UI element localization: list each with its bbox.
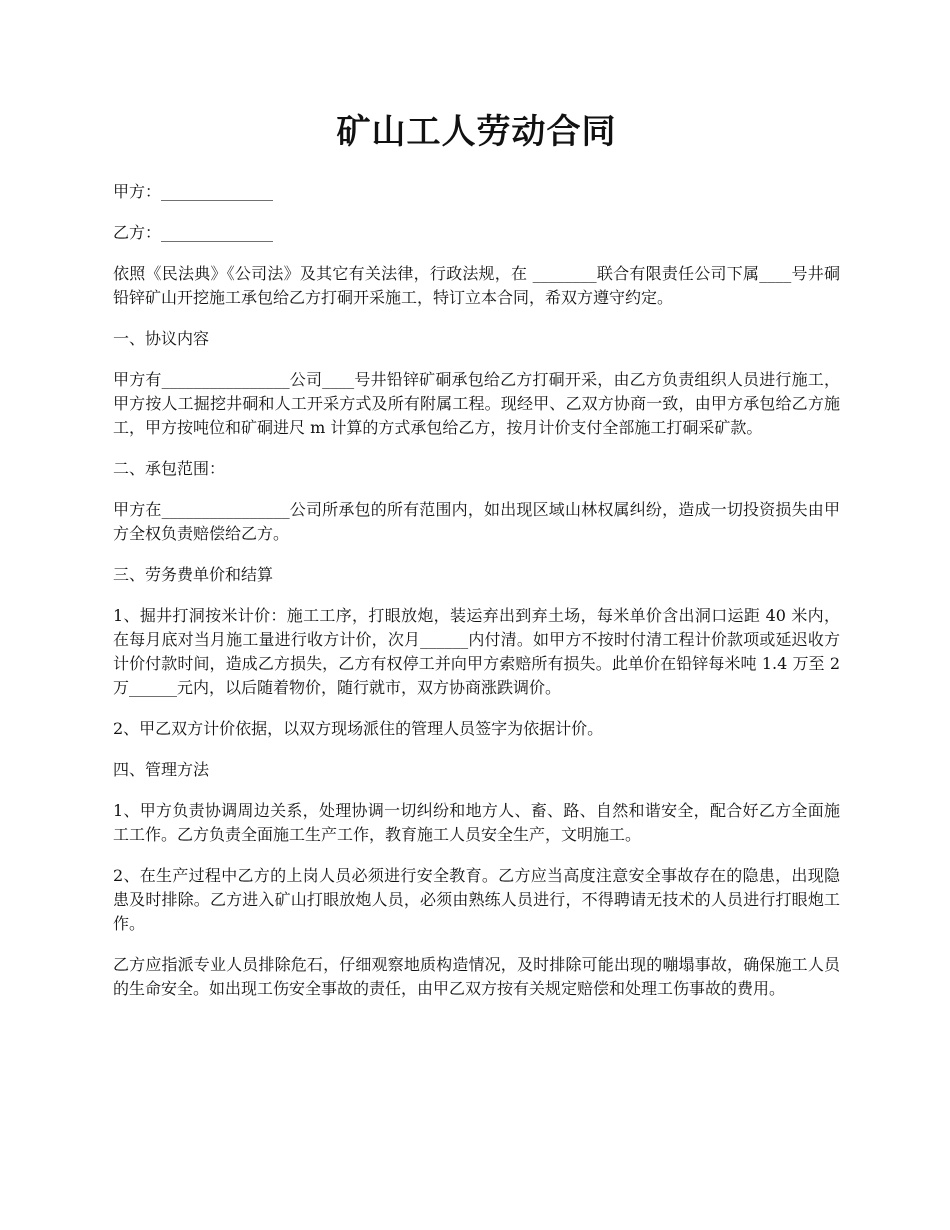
management-paragraph-1: 1、甲方负责协调周边关系，处理协调一切纠纷和地方人、畜、路、自然和谐安全，配合好乙方全面施工工作。乙方负责全面施工生产工作，教育施工人员安全生产，文明施工。 (113, 801, 840, 845)
pricing-paragraph-2: 2、甲乙双方计价依据，以双方现场派住的管理人员签字为依据计价。 (113, 719, 604, 739)
preamble-paragraph: 依照《民法典》《公司法》及其它有关法律，行政法规，在 ________联合有限责任公司下属____号井硐铅锌矿山开挖施工承包给乙方打硐开采施工，特订立本合同，希双方遵守约定。 (113, 264, 840, 308)
section-heading-agreement: 一、协议内容 (113, 329, 210, 349)
document-body (113, 110, 840, 1018)
section-heading-pricing: 三、劳务费单价和结算 (113, 565, 274, 585)
agreement-paragraph: 甲方有________________公司____号井铅锌矿硐承包给乙方打硐开采，由乙方负责组织人员进行施工，甲方按人工掘挖井硐和人工开采方式及所有附属工程。现经甲、乙双方协商一致，由甲方承包给乙方施工，甲方按吨位和矿硐进尺 m 计算的方式承包给乙方，按月计价支付全部施工打硐采矿款。 (113, 370, 840, 438)
scope-paragraph: 甲方在________________公司所承包的所有范围内，如出现区域山林权属纠纷，造成一切投资损失由甲方全权负责赔偿给乙方。 (113, 500, 840, 544)
pricing-paragraph-1: 1、掘井打洞按米计价：施工工序，打眼放炮，装运弃出到弃土场，每米单价含出洞口运距 40 米内，在每月底对当月施工量进行收方计价，次月______内付清。如甲方不按时付清工程计价款项或延迟收方计价付款时间，造成乙方损失，乙方有权停工并向甲方索赔所有损失。此单价在铅锌每米吨 1.4 万至 2 万______元内，以后随着物价，随行就市，双方协商涨跌调价。 (113, 606, 840, 698)
management-paragraph-2: 2、在生产过程中乙方的上岗人员必须进行安全教育。乙方应当高度注意安全事故存在的隐患，出现隐患及时排除。乙方进入矿山打眼放炮人员，必须由熟练人员进行，不得聘请无技术的人员进行打眼炮工作。 (113, 866, 840, 934)
party-a-line: 甲方：______________ (113, 182, 274, 202)
party-b-line: 乙方：______________ (113, 223, 274, 243)
document-title: 矿山工人劳动合同 (336, 112, 617, 152)
section-heading-scope: 二、承包范围： (113, 459, 226, 479)
section-heading-management: 四、管理方法 (113, 760, 210, 780)
management-paragraph-3: 乙方应指派专业人员排除危石，仔细观察地质构造情况，及时排除可能出现的嘣塌事故，确保施工人员的生命安全。如出现工伤安全事故的责任，由甲乙双方按有关规定赔偿和处理工伤事故的费用。 (113, 955, 840, 999)
